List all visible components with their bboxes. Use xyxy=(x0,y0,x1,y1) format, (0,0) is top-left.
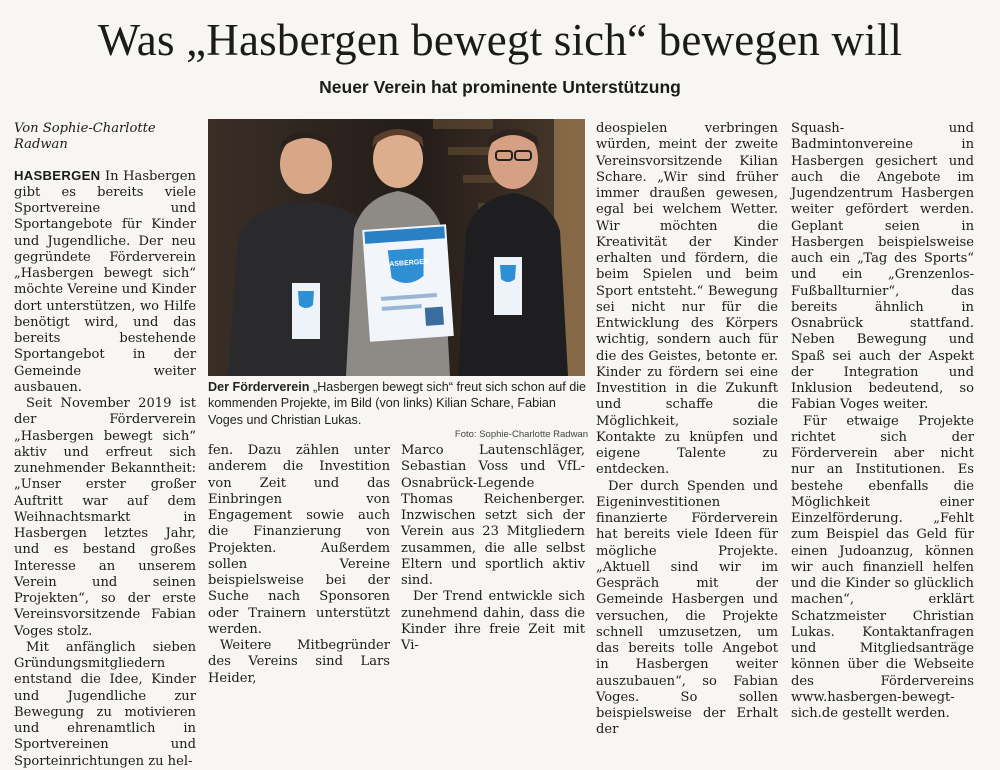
caption-text: „Hasbergen bewegt sich“ freut sich schon auf die kommenden Projekte, im Bild (von links) Kilian Schare, Fabian Voges und Christian Lukas. xyxy=(208,380,587,427)
dateline: HASBERGEN xyxy=(14,167,101,183)
byline: Von Sophie-Charlotte Radwan xyxy=(14,121,156,153)
photo-illustration xyxy=(208,119,585,376)
paragraph: Squash- und Badmintonvereine in Hasbergen gesichert und auch die Angebote im Jugendzentrum Hasbergen weiter gefördert werden. Geplant seien in Hasbergen beispielsweise auch ein „Tag des Sports“ und ein „Grenzenlos-Fußballturnier“, das bereits ähnlich in Osnabrück stattfand. Neben Bewegung und Spaß sei auch der Aspekt der Integration und Inklusion bedeutend, so Fabian Voges weiter. xyxy=(791,121,974,413)
paragraph: Für etwaige Projekte richtet sich der Förderverein aber nicht nur an Institutionen. Es bestehe ebenfalls die Möglichkeit einer Einzelförderung. „Fehlt zum Beispiel das Geld für einen Judoanzug, können wir auch finanziell helfen und die Kinder so glücklich machen“, erklärt Schatzmeister Christian Lukas. Kontaktanfragen und Mitgliedsanträge können über die Webseite des Fördervereins www.hasbergen-bewegt-sich.de gestellt werden. xyxy=(791,413,974,721)
paragraph: Weitere Mitbegründer des Vereins sind Lars Heider, xyxy=(208,638,390,686)
subheadline: Neuer Verein hat prominente Unterstützung xyxy=(319,77,681,97)
poster-badge: HASBERGEN xyxy=(384,258,430,269)
article-photo xyxy=(208,119,585,376)
paragraph: Der durch Spenden und Eigeninvestitionen finanzierte Förderverein hat bereits viele Ideen für mögliche Projekte. „Aktuell sind wir im Gespräch mit der Gemeinde Hasbergen und versuchen, die Projekte schnell umzusetzen, um das bereits tolle Angebot in Hasbergen weiter auszubauen“, so Fabian Voges. So sollen beispielsweise der Erhalt der xyxy=(596,478,778,738)
paragraph: Mit anfänglich sieben Gründungsmitgliedern entstand die Idee, Kinder und Jugendliche zur Bewegung zu motivieren und ehrenamtlich in Sportvereinen und Sporteinrichtungen zu hel- xyxy=(14,639,196,769)
photo-credit: Foto: Sophie-Charlotte Radwan xyxy=(454,428,588,440)
photo-caption xyxy=(208,379,588,442)
paragraph: Der Trend entwickle sich zunehmend dahin, dass die Kinder ihre freie Zeit mit Vi- xyxy=(401,589,585,653)
caption-lead: Der Förderverein xyxy=(208,380,310,394)
paragraph: deospielen verbringen würden, meint der zweite Vereinsvorsitzende Kilian Schare. „Wir sind früher immer draußen gewesen, egal bei welchem Wetter. Wir möchten die Kreativität der Kinder erhalten und fördern, die beim Spielen und beim Sport entsteht.“ Bewegung sei nicht nur für die Entwicklung des Körpers wichtig, sondern auch für die des Geistes, betonte er. Kinder zu fördern sei eine Investition in die Zukunft und schaffe die Möglichkeit, soziale Kontakte zu knüpfen und eigene Talente zu entdecken. xyxy=(596,121,778,478)
paragraph: HASBERGEN In Hasbergen gibt es bereits viele Sportvereine und Sportangebote für Kinder und Jugendliche. Der neu gegründete Förderverein „Hasbergen bewegt sich“ möchte Vereine und Kinder dort unterstützen, wo Hilfe benötigt wird, und das bereits bestehende Sportangebot in der Gemeinde weiter ausbauen. xyxy=(14,167,196,395)
paragraph: fen. Dazu zählen unter anderem die Investition von Zeit und das Einbringen von Engagement sowie auch die Finanzierung von Projekten. Außerdem sollen Vereine beispielsweise bei der Suche nach Sponsoren oder Trainern unterstützt werden. xyxy=(208,443,390,637)
paragraph: Seit November 2019 ist der Förderverein „Hasbergen bewegt sich“ aktiv und erfreut sich zunehmender Bekanntheit: „Unser erster großer Auftritt war auf dem Weihnachtsmarkt in Hasbergen letztes Jahr, und es bestand großes Interesse an unserem Verein und seinen Projekten“, so der erste Vereinsvorsitzende Fabian Voges stolz. xyxy=(14,396,196,639)
paragraph: Marco Lautenschläger, Sebastian Voss und VfL-Osnabrück-Legende Thomas Reichenberger. Inzwischen setzt sich der Verein aus 23 Mitgliedern zusammen, die alle selbst Eltern und sportlich aktiv sind. xyxy=(401,443,585,588)
article-column-4 xyxy=(596,121,778,739)
headline: Was „Hasbergen bewegt sich“ bewegen will xyxy=(97,15,903,65)
article-column-2 xyxy=(208,443,390,687)
article-column-3 xyxy=(401,443,585,654)
article-column-1 xyxy=(14,121,196,770)
article-column-5 xyxy=(791,121,974,722)
